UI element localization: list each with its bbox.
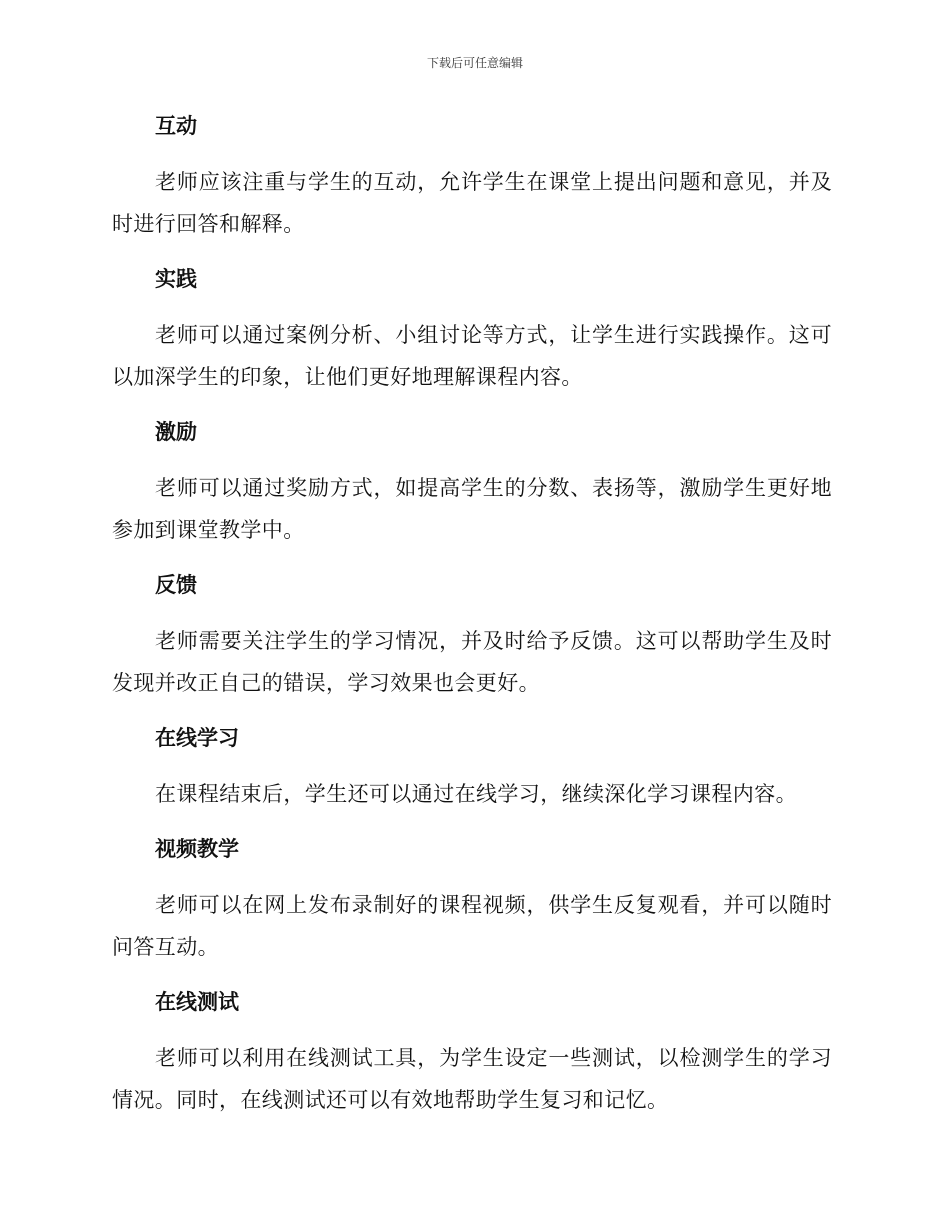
section-paragraph: 在课程结束后，学生还可以通过在线学习，继续深化学习课程内容。 — [155, 782, 797, 806]
document-body — [112, 108, 832, 1137]
section-paragraph: 老师需要关注学生的学习情况，并及时给予反馈。这可以帮助学生及时发现并改正自己的错误，学习效果也会更好。 — [112, 629, 832, 695]
section-heading: 在线学习 — [155, 726, 239, 750]
section-feedback — [112, 567, 832, 704]
section-practice — [112, 261, 832, 398]
section-heading: 反馈 — [155, 573, 197, 597]
section-heading: 实践 — [155, 267, 197, 291]
section-motivation — [112, 414, 832, 551]
section-interaction — [112, 108, 832, 245]
section-video-teaching — [112, 831, 832, 968]
section-paragraph: 老师应该注重与学生的互动，允许学生在课堂上提出问题和意见，并及时进行回答和解释。 — [112, 170, 832, 236]
section-heading: 在线测试 — [155, 990, 239, 1014]
section-paragraph: 老师可以通过奖励方式，如提高学生的分数、表扬等，激励学生更好地参加到课堂教学中。 — [112, 476, 832, 542]
section-paragraph: 老师可以在网上发布录制好的课程视频，供学生反复观看，并可以随时问答互动。 — [112, 893, 832, 959]
section-heading: 视频教学 — [155, 837, 239, 861]
section-paragraph: 老师可以利用在线测试工具，为学生设定一些测试，以检测学生的学习情况。同时，在线测试还可以有效地帮助学生复习和记忆。 — [112, 1046, 832, 1112]
section-heading: 激励 — [155, 420, 197, 444]
page-header: 下载后可任意编辑 — [426, 56, 523, 70]
section-heading: 互动 — [155, 114, 197, 138]
section-online-learning — [112, 720, 832, 815]
section-online-testing — [112, 984, 832, 1121]
section-paragraph: 老师可以通过案例分析、小组讨论等方式，让学生进行实践操作。这可以加深学生的印象，让他们更好地理解课程内容。 — [112, 323, 832, 389]
